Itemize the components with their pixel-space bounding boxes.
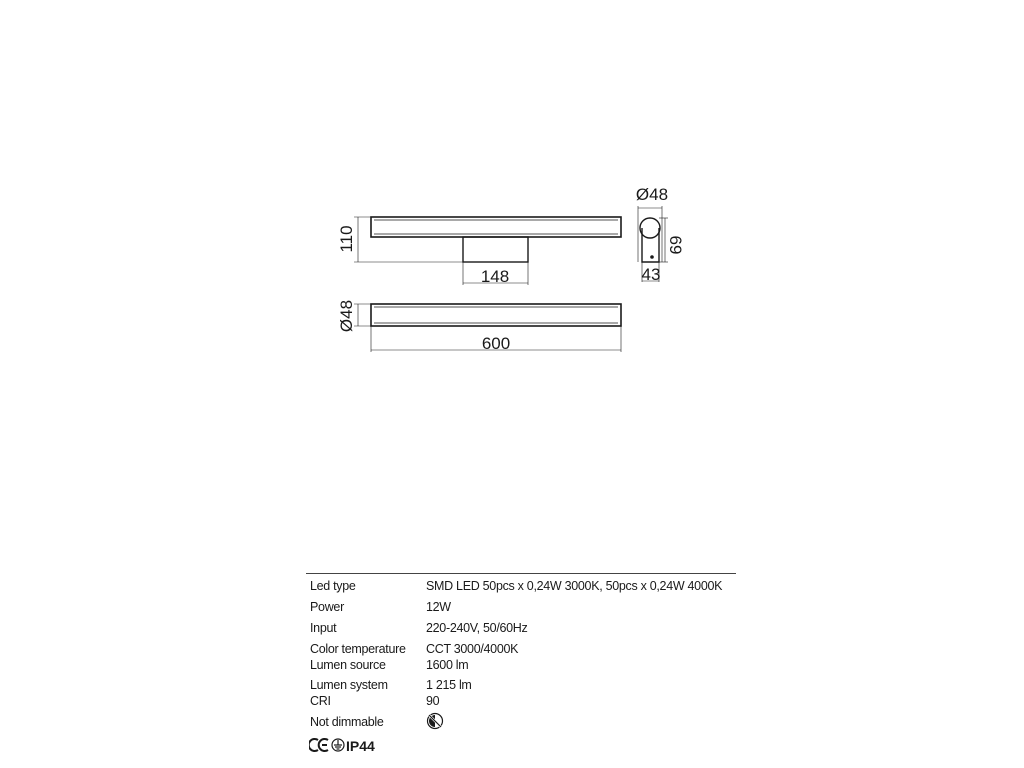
length-label: 600 (481, 334, 511, 353)
spec-value: CCT 3000/4000K (426, 642, 519, 656)
spec-value: 90 (426, 694, 440, 708)
spec-value: SMD LED 50pcs x 0,24W 3000K, 50pcs x 0,24W 4000K (426, 579, 723, 593)
side-view-bracket (463, 237, 528, 262)
spec-label: Power (310, 600, 344, 614)
spec-value: 12W (426, 600, 451, 614)
spec-label: Color temperature (310, 642, 406, 656)
end-view-height-label: 69 (666, 235, 685, 255)
ip44-icon: IP44 (346, 738, 375, 753)
spec-row-input (306, 620, 736, 636)
end-view-tube-circle (640, 218, 660, 238)
top-view-diameter-label: Ø48 (337, 299, 356, 333)
certification-marks (309, 737, 389, 753)
spec-label: Lumen source (310, 658, 386, 672)
bracket-width-label: 148 (480, 267, 510, 286)
spec-table (306, 573, 736, 729)
not-dimmable-icon (426, 712, 444, 730)
spec-value: 1 215 lm (426, 678, 472, 692)
spec-row-led-type (306, 578, 736, 594)
spec-row-not-dimmable (306, 714, 736, 730)
side-view-height-label: 110 (337, 225, 356, 253)
spec-label: CRI (310, 694, 331, 708)
ce-mark-icon (309, 739, 328, 751)
spec-label: Input (310, 621, 337, 635)
spec-value: 220-240V, 50/60Hz (426, 621, 528, 635)
spec-value: 1600 lm (426, 658, 469, 672)
spec-label: Not dimmable (310, 715, 384, 729)
spec-label: Lumen system (310, 678, 388, 692)
end-view-depth-label: 43 (641, 265, 661, 284)
spec-row-cri (306, 693, 736, 709)
class-1-earth-icon (332, 739, 344, 751)
end-view-diameter-label: Ø48 (635, 185, 669, 204)
spec-row-power (306, 599, 736, 615)
spec-row-color-temperature (306, 641, 736, 657)
spec-row-lumen-source (306, 657, 736, 673)
spec-label: Led type (310, 579, 356, 593)
spec-row-lumen-system (306, 677, 736, 693)
